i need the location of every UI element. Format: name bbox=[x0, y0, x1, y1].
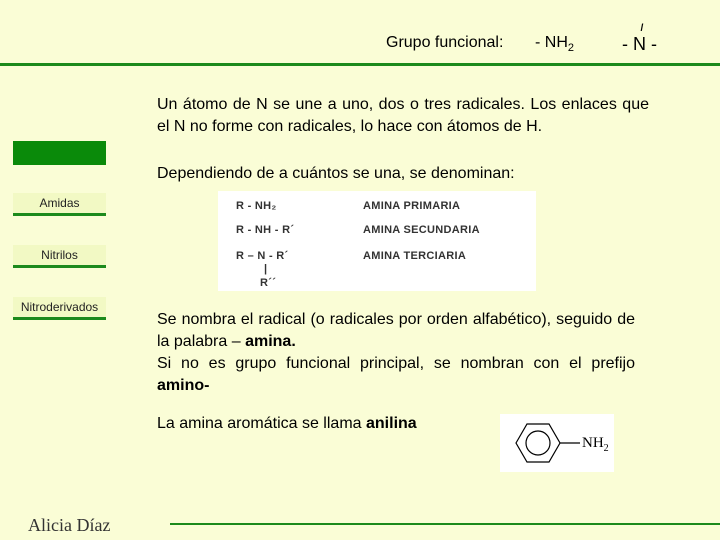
aniline-paragraph bbox=[157, 415, 417, 433]
nav-item-amidas[interactable]: Amidas bbox=[13, 193, 106, 216]
top-divider bbox=[0, 63, 720, 66]
aniline-group: NH bbox=[582, 435, 604, 451]
naming-paragraph bbox=[157, 309, 635, 397]
name-tertiary: AMINA TERCIARIA bbox=[363, 250, 467, 262]
formula-tertiary: R – N - R´ bbox=[236, 250, 289, 262]
nav-item-nitroderivados[interactable]: Nitroderivados bbox=[13, 297, 106, 320]
bottom-divider bbox=[170, 523, 720, 525]
header-label: Grupo funcional: bbox=[386, 34, 504, 51]
nav-active-item[interactable] bbox=[13, 141, 106, 165]
header-group-subscript: 2 bbox=[567, 42, 575, 55]
intro-paragraph: Un átomo de N se une a uno, dos o tres radicales. Los enlaces que el N no forme con radicales, lo hace con átomos de H. bbox=[157, 96, 649, 135]
formula-primary: R - NH₂ bbox=[236, 200, 277, 212]
nav-item-nitrilos[interactable]: Nitrilos bbox=[13, 245, 106, 268]
aniline-nh2-label bbox=[582, 435, 609, 454]
naming-bold-amino: amino- bbox=[157, 377, 210, 394]
author-name: Alicia Díaz bbox=[28, 515, 111, 535]
naming-text-1: Se nombra el radical (o radicales por orden alfabético), seguido de la palabra – bbox=[157, 311, 635, 350]
naming-bold-amina: amina. bbox=[245, 333, 296, 350]
name-secondary: AMINA SECUNDARIA bbox=[363, 224, 480, 236]
intro-paragraph-2: Dependiendo de a cuántos se una, se denominan: bbox=[157, 165, 515, 182]
amine-types-table bbox=[218, 191, 536, 291]
header-group-prefix: - NH bbox=[535, 34, 568, 51]
aniline-bold: anilina bbox=[366, 415, 417, 432]
aniline-subscript: 2 bbox=[603, 443, 609, 454]
naming-text-2: Si no es grupo funcional principal, se nombran con el prefijo bbox=[157, 355, 635, 372]
formula-secondary: R - NH - R´ bbox=[236, 224, 295, 236]
tertiary-branch-label: R´´ bbox=[260, 277, 277, 289]
name-primary: AMINA PRIMARIA bbox=[363, 200, 461, 212]
header-n-bond-tick: ı bbox=[640, 18, 644, 34]
header-functional-group bbox=[535, 34, 574, 54]
tertiary-branch-bar: | bbox=[264, 263, 268, 275]
aniline-text: La amina aromática se llama bbox=[157, 415, 362, 432]
header-n-symbol: - N - bbox=[622, 34, 657, 54]
